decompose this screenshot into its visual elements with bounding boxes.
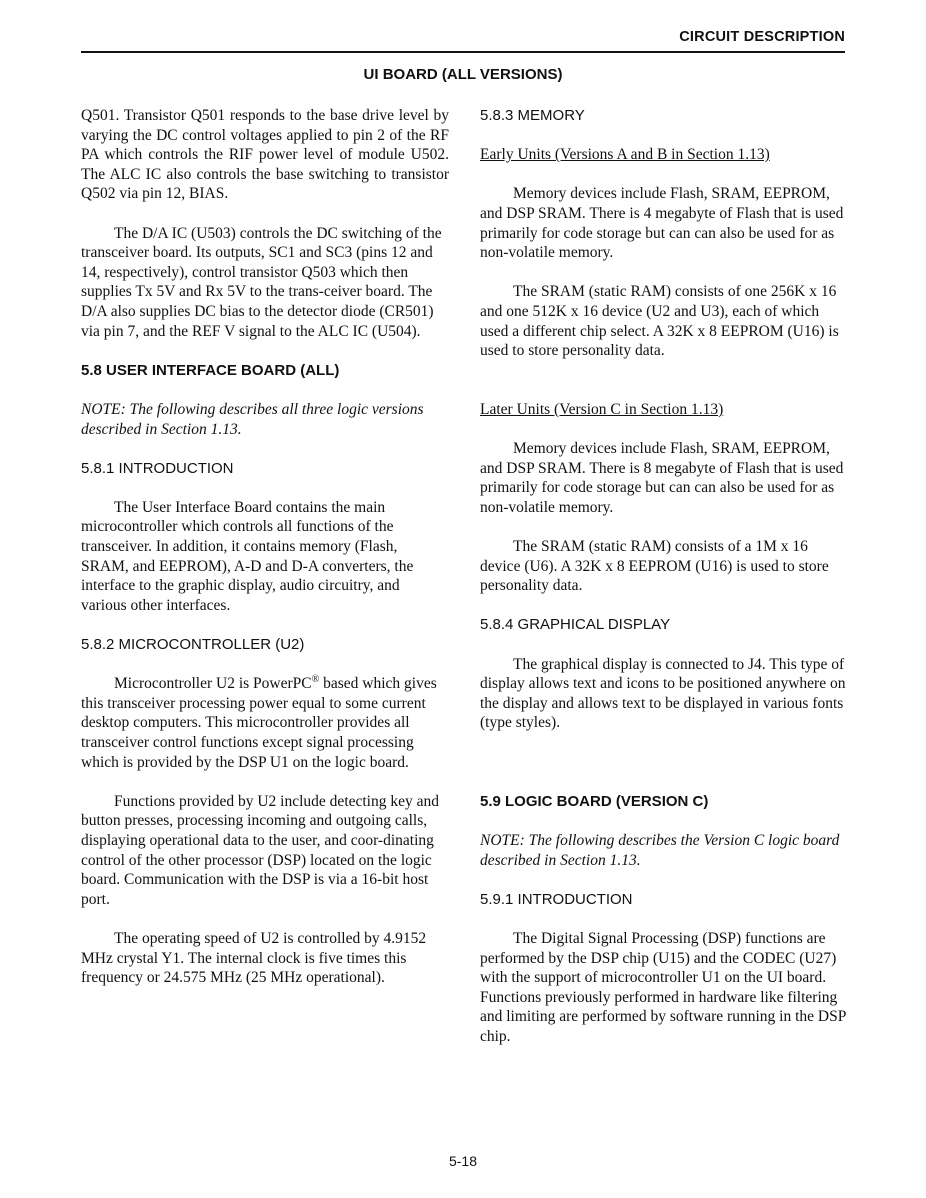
later-units-label: Later Units (Version C in Section 1.13) — [480, 400, 724, 418]
header-rule — [81, 51, 845, 53]
note-5-9: NOTE: The following describes the Version C logic board described in Section 1.13. — [480, 831, 840, 869]
paragraph-5-8-2-b: Functions provided by U2 include detecting key and button presses, processing incoming and outgoing calls, displaying operational data to the user, and coor-dinating control of the other processor (DSP) located on the logic board. Communication with the DSP is via a 16-bit host port. — [81, 792, 440, 908]
paragraph-early-memory: Memory devices include Flash, SRAM, EEPROM, and DSP SRAM. There is 4 megabyte of Flash that is used primarily for code storage but can can also be used for as non-volatile memory. — [480, 185, 844, 262]
heading-5-9-1: 5.9.1 INTRODUCTION — [480, 890, 633, 908]
heading-5-9: 5.9 LOGIC BOARD (VERSION C) — [480, 792, 709, 810]
paragraph-early-sram: The SRAM (static RAM) consists of one 256K x 16 and one 512K x 16 device (U2 and U3), each of which used a different chip select. A 32K x 8 EEPROM (U16) is used to store personality data. — [480, 283, 839, 360]
paragraph-5-9-1: The Digital Signal Processing (DSP) functions are performed by the DSP chip (U15) and the CODEC (U27) with the support of microcontroller U1 on the UI board. Functions previously performed in hardware like filtering and limiting are performed by software running in the DSP chip. — [480, 929, 846, 1045]
heading-5-8-3: 5.8.3 MEMORY — [480, 107, 585, 124]
paragraph-5-8-1: The User Interface Board contains the main microcontroller which controls all functions of the transceiver. In addition, it contains memory (Flash, SRAM, and EEPROM), A-D and D-A converters, the interface to the graphic display, audio circuitry, and various other interfaces. — [81, 498, 414, 614]
paragraph-q501: Q501. Transistor Q501 responds to the base drive level by varying the DC control voltages applied to pin 2 of the RF PA which controls the RIF power level of module U502. The ALC IC also controls the base switching to transistor Q502 via pin 12, BIAS. — [81, 107, 449, 203]
right-column — [480, 106, 848, 1047]
paragraph-later-sram: The SRAM (static RAM) consists of a 1M x 16 device (U6). A 32K x 8 EEPROM (U16) is used to store personality data. — [480, 538, 829, 595]
note-5-8: NOTE: The following describes all three logic versions described in Section 1.13. — [81, 400, 424, 438]
heading-5-8-1: 5.8.1 INTRODUCTION — [81, 459, 234, 477]
paragraph-later-memory: Memory devices include Flash, SRAM, EEPROM, and DSP SRAM. There is 8 megabyte of Flash that is used primarily for code storage but can can also be used for as non-volatile memory. — [480, 440, 844, 516]
heading-5-8-4: 5.8.4 GRAPHICAL DISPLAY — [480, 616, 671, 634]
paragraph-5-8-2-c: The operating speed of U2 is controlled by 4.9152 MHz crystal Y1. The internal clock is five times this frequency or 24.575 MHz (25 MHz operational). — [81, 929, 427, 987]
early-units-label: Early Units (Versions A and B in Section 1.13) — [480, 146, 770, 164]
paragraph-5-8-4: The graphical display is connected to J4. This type of display allows text and icons to be positioned anywhere on the display and allows text to be displayed in various fonts (type styles). — [480, 655, 846, 732]
page-title: UI BOARD (ALL VERSIONS) — [363, 66, 563, 83]
heading-5-8-2: 5.8.2 MICROCONTROLLER (U2) — [81, 636, 305, 654]
paragraph-da-ic: The D/A IC (U503) controls the DC switching of the transceiver board. Its outputs, SC1 and SC3 (pins 12 and 14, respectively), control transistor Q503 which then supplies Tx 5V and Rx 5V to the trans-ceiver board. The D/A also supplies DC bias to the detector diode (CR501) via pin 7, and the REF V signal to the ALC IC (U504). — [81, 224, 442, 340]
powerpc-text: Microcontroller U2 is PowerPC — [114, 675, 312, 693]
powerpc-rest: based which gives this transceiver processing power equal to some current desktop computers. This microcontroller provides all transceiver control functions except signal processing which is provided by the DSP U1 on the logic board. — [81, 675, 437, 771]
paragraph-5-8-2-a — [81, 674, 449, 772]
left-column — [81, 106, 449, 988]
section-title: CIRCUIT DESCRIPTION — [679, 29, 845, 45]
page-number: 5-18 — [448, 1153, 478, 1169]
heading-5-8: 5.8 USER INTERFACE BOARD (ALL) — [81, 361, 340, 379]
registered-mark: ® — [311, 674, 320, 686]
